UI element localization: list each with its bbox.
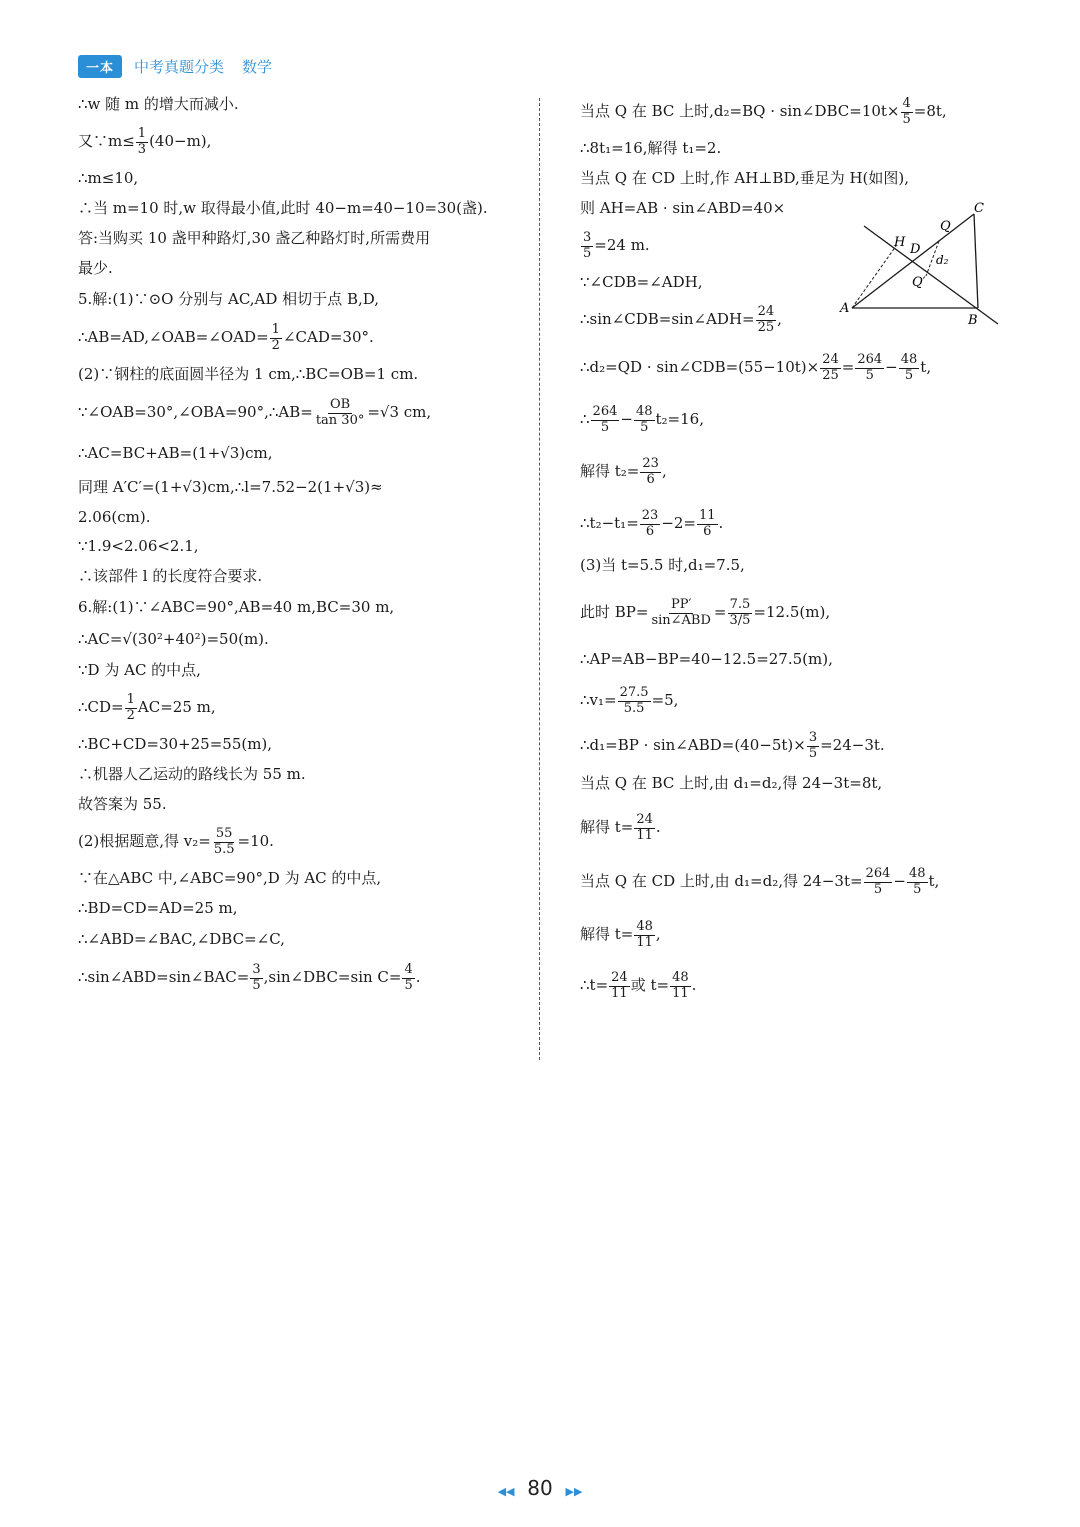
line-text: ∴sin∠CDB=sin∠ADH= [580,310,755,329]
line-text: ∴m≤10, [78,169,139,188]
fraction-numerator: 23 [641,507,659,523]
fraction-numerator: 48 [908,865,926,881]
solution-line [78,194,518,224]
line-text: (40−m), [149,132,212,151]
line-text: t₂=16, [655,410,704,429]
line-text: ∴w 随 m 的增大而减小. [78,95,239,114]
fraction [899,353,920,384]
fraction [728,598,753,629]
line-text: ∴当 m=10 时,w 取得最小值,此时 40−m=40−10=30(盏). [78,199,488,218]
fraction-denominator: 5 [252,977,261,993]
segment-bd [864,226,998,324]
line-text: ∴CD= [78,698,124,717]
solution-line [580,910,1010,960]
line-text: =10. [237,832,274,851]
line-text: , [661,462,667,481]
fraction-numerator: 48 [900,351,918,367]
line-text: ∴该部件 l 的长度符合要求. [78,567,263,586]
solution-line [78,532,518,562]
solution-line [78,164,518,194]
solution-line [580,644,1010,676]
fraction-numerator: 48 [636,918,653,934]
fraction-numerator: 24 [611,969,628,985]
line-text: (2)∵钢柱的底面圆半径为 1 cm,∴BC=OB=1 cm. [78,365,419,384]
fraction [402,963,414,994]
fraction [907,867,928,898]
fraction [581,231,593,262]
line-text: 当点 Q 在 CD 上时,作 AH⊥BD,垂足为 H(如图), [580,169,910,188]
label-a: A [840,301,850,316]
solution-line [78,790,518,820]
fraction-denominator: 5 [404,977,413,993]
fraction-numerator: 1 [137,125,147,141]
fraction-numerator: 24 [757,303,775,319]
line-text: 当点 Q 在 BC 上时,d₂=BQ · sin∠DBC=10t× [580,102,900,121]
fraction-numerator: 55 [215,825,233,841]
line-text: ∴AC=√(30²+40²)=50(m). [78,630,269,649]
page-footer [0,1476,1080,1500]
fraction-numerator: OB [329,396,351,412]
line-text: = [713,603,727,622]
solution-line [78,924,518,956]
segment-ah [852,246,896,308]
fraction-numerator: 4 [902,95,911,111]
solution-line [78,656,518,686]
fraction [864,867,893,898]
fraction-denominator: 11 [636,934,653,950]
fraction-denominator: 5.5 [213,841,235,857]
solution-line [580,342,1010,394]
line-text: AC=25 m, [137,698,216,717]
fraction-denominator: 25 [757,319,775,335]
line-text: 2.06(cm). [78,508,151,527]
fraction-denominator: 5 [873,881,883,897]
fraction [609,971,630,1002]
label-c: C [974,201,984,216]
fraction [756,305,777,336]
line-text: 答:当购买 10 盏甲种路灯,30 盏乙种路灯时,所需费用 [78,229,431,248]
line-text: 最少. [78,259,113,278]
solution-line [78,562,518,592]
solution-line [78,864,518,894]
line-text: ∴∠ABD=∠BAC,∠DBC=∠C, [78,930,285,949]
fraction [212,827,237,858]
fraction-denominator: 3 [137,141,147,157]
fraction [591,405,620,436]
line-text: ,sin∠DBC=sin C= [263,968,402,987]
fraction [820,353,841,384]
line-text: ∴BC+CD=30+25=55(m), [78,735,273,754]
solution-line [78,956,518,1000]
label-d2: d₂ [936,253,949,267]
fraction-numerator: 48 [635,403,653,419]
line-text: − [620,410,633,429]
line-text: , [655,925,661,944]
fraction-denominator: 5 [865,367,874,383]
line-text: t, [920,358,932,377]
fraction-denominator: 5 [902,111,911,127]
label-d: D [910,242,921,257]
line-text: 则 AH=AB · sin∠ABD=40× [580,199,786,218]
solution-line [580,676,1010,726]
line-text: ∴t= [580,976,609,995]
line-text: ∵在△ABC 中,∠ABC=90°,D 为 AC 的中点, [78,869,382,888]
line-text: ∴机器人乙运动的路线长为 55 m. [78,765,306,784]
fraction-denominator: 3/5 [729,612,751,628]
fraction [640,457,661,488]
fraction-denominator: 5 [904,367,914,383]
solution-line [78,360,518,390]
line-text: 解得 t= [580,818,634,837]
line-text: ∴BD=CD=AD=25 m, [78,899,238,918]
fraction [125,693,137,724]
solution-line [580,582,1010,644]
fraction [136,127,148,158]
fraction-numerator: 264 [865,865,891,881]
solution-line [580,802,1010,854]
line-text: . [691,976,697,995]
line-text: (2)根据题意,得 v₂= [78,832,211,851]
line-text: 5.解:(1)∵⊙O 分别与 AC,AD 相切于点 B,D, [78,290,380,309]
fraction-denominator: 2 [271,337,280,353]
fraction [618,686,651,717]
fraction-numerator: 4 [404,961,413,977]
line-text: ∴d₂=QD · sin∠CDB=(55−10t)× [580,358,820,377]
segment-ac [852,214,974,308]
solution-line [78,316,518,360]
fraction-numerator: 7.5 [729,596,751,612]
line-text: ∵∠OAB=30°,∠OBA=90°,∴AB= [78,403,313,422]
fraction [634,920,655,951]
fraction-denominator: sin∠ABD [651,612,711,628]
solution-line [78,254,518,284]
line-text: 又∵m≤ [78,132,135,151]
left-column [78,90,518,1000]
line-text: ∴AB=AD,∠OAB=∠OAD= [78,328,269,347]
fraction [670,971,691,1002]
line-text: − [893,872,906,891]
line-text: (3)当 t=5.5 时,d₁=7.5, [580,556,745,575]
solution-line [78,120,518,164]
page-number: 80 [527,1476,553,1500]
fraction-numerator: 3 [252,961,261,977]
fraction-denominator: 11 [611,985,628,1001]
line-text: ∴t₂−t₁= [580,514,639,533]
fraction-numerator: 264 [857,351,883,367]
label-q-prime: Q′ [912,275,926,290]
fraction-numerator: 3 [583,229,592,245]
solution-line [78,624,518,656]
label-q: Q [940,219,951,234]
line-text: ∵D 为 AC 的中点, [78,661,201,680]
line-text: ∴AP=AB−BP=40−12.5=27.5(m), [580,650,833,669]
solution-line [580,394,1010,446]
fraction [250,963,262,994]
geometry-figure [838,198,1008,328]
line-text: 解得 t= [580,925,634,944]
line-text: ∴d₁=BP · sin∠ABD=(40−5t)× [580,736,806,755]
line-text: ∴ [580,410,590,429]
line-text: . [718,514,724,533]
line-text: ∴8t₁=16,解得 t₁=2. [580,139,722,158]
label-h: H [894,235,906,250]
solution-line [78,894,518,924]
fraction-denominator: 6 [646,471,655,487]
line-text: =24 m. [594,236,650,255]
line-text: =5, [651,691,679,710]
fraction [901,97,913,128]
fraction-numerator: 3 [808,729,818,745]
line-text: − [885,358,898,377]
column-divider [539,98,540,1060]
page-header [78,54,272,78]
line-text: , [777,310,782,329]
fraction-numerator: 48 [672,969,689,985]
fraction [855,353,884,384]
line-text: ∴v₁= [580,691,617,710]
series-logo: 一本 [78,55,122,78]
fraction-denominator: 5 [808,745,818,761]
solution-line [580,960,1010,1012]
fraction-denominator: 5.5 [623,700,645,716]
fraction-numerator: 23 [642,455,659,471]
solution-line [78,472,518,504]
fraction-denominator: 6 [703,523,712,539]
line-text: = [841,358,855,377]
fraction-denominator: 5 [913,881,922,897]
line-text: 或 t= [630,976,670,995]
fraction-numerator: 24 [822,351,839,367]
line-text: ∠CAD=30°. [282,328,374,347]
prev-arrow-icon: ◀◀ [497,1485,515,1498]
solution-line [580,726,1010,766]
line-text: =√3 cm, [367,403,432,422]
fraction [314,398,367,429]
line-text: =12.5(m), [753,603,831,622]
solution-line [78,224,518,254]
line-text: . [655,818,661,837]
solution-line [580,550,1010,582]
fraction-numerator: 1 [126,691,135,707]
line-text: 解得 t₂= [580,462,640,481]
line-text: =8t, [913,102,947,121]
fraction-denominator: 5 [600,419,610,435]
line-text: 故答案为 55. [78,795,167,814]
fraction-numerator: 1 [271,321,280,337]
subject-label: 数学 [242,57,273,76]
solution-line [78,390,518,436]
fraction [697,509,718,540]
solution-line [580,90,1010,134]
solution-line [78,820,518,864]
solution-line [78,730,518,760]
solution-line [580,498,1010,550]
line-text: −2= [661,514,696,533]
fraction [634,405,655,436]
fraction-denominator: 5 [583,245,592,261]
solution-line [78,90,518,120]
line-text: 同理 A′C′=(1+√3)cm,∴l=7.52−2(1+√3)≈ [78,478,383,497]
fraction-numerator: 264 [592,403,618,419]
line-text: =24−3t. [820,736,885,755]
line-text: ∵1.9<2.06<2.1, [78,537,199,556]
line-text: 6.解:(1)∵∠ABC=90°,AB=40 m,BC=30 m, [78,598,395,617]
fraction [634,813,655,844]
next-arrow-icon: ▶▶ [565,1485,583,1498]
fraction [807,731,819,762]
solution-line [78,284,518,316]
fraction-denominator: tan 30° [315,412,365,428]
segment-bc [974,214,978,308]
line-text: 当点 Q 在 CD 上时,由 d₁=d₂,得 24−3t= [580,872,863,891]
line-text: ∴sin∠ABD=sin∠BAC= [78,968,250,987]
solution-line [78,504,518,532]
fraction-numerator: 11 [699,507,716,523]
fraction-numerator: PP′ [670,596,692,612]
solution-line [78,760,518,790]
fraction-denominator: 6 [645,523,655,539]
line-text: t, [928,872,940,891]
solution-line [78,592,518,624]
fraction-denominator: 5 [640,419,649,435]
fraction [270,323,282,354]
line-text: . [415,968,421,987]
fraction-numerator: 24 [636,811,653,827]
line-text: ∴AC=BC+AB=(1+√3)cm, [78,444,273,463]
fraction [640,509,661,540]
fraction-denominator: 11 [636,827,653,843]
fraction [649,598,712,629]
solution-line [580,134,1010,164]
line-text: 当点 Q 在 BC 上时,由 d₁=d₂,得 24−3t=8t, [580,774,883,793]
fraction-denominator: 11 [672,985,689,1001]
label-b: B [968,313,978,328]
fraction-denominator: 25 [822,367,839,383]
line-text: ∵∠CDB=∠ADH, [580,273,703,292]
book-title: 中考真题分类 [134,57,225,76]
solution-line [580,164,1010,194]
solution-line [580,854,1010,910]
fraction-numerator: 27.5 [619,684,649,700]
fraction-denominator: 2 [126,707,135,723]
solution-line [78,436,518,472]
solution-line [78,686,518,730]
line-text: 此时 BP= [580,603,649,622]
solution-line [580,446,1010,498]
solution-line [580,766,1010,802]
